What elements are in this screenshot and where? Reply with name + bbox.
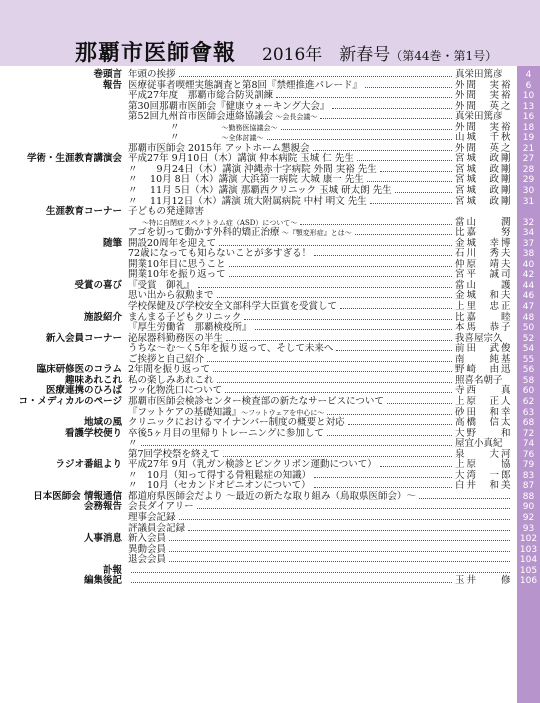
dot-leader <box>348 424 452 425</box>
dot-leader <box>213 371 452 372</box>
page-number: 55 <box>522 354 535 365</box>
author-name: 比嘉 睦 <box>455 311 513 323</box>
dot-leader <box>255 329 452 330</box>
page-number: 60 <box>522 386 535 397</box>
entry-title-text: ご挨拶と自己紹介 <box>128 353 205 365</box>
page-number: 19 <box>522 133 535 144</box>
page-number: 102 <box>519 534 538 545</box>
entry-title-text: 那覇市医師会検診センター検査部の新たなサービスについて <box>128 395 384 407</box>
entry-title <box>128 555 166 566</box>
dot-leader <box>395 192 452 193</box>
dot-leader <box>367 181 452 182</box>
entry-title-text: フッ化物洗口について <box>128 385 223 397</box>
entry-title-text: 思い出から叙勲まで <box>128 290 214 302</box>
author-name: 本馬 恭子 <box>455 322 513 334</box>
masthead <box>0 0 540 66</box>
page-number: 74 <box>522 439 535 450</box>
dot-leader <box>370 203 452 204</box>
volume-label: （第44巻・第1号） <box>390 49 498 63</box>
dot-leader <box>276 97 452 98</box>
section-label: 随筆 <box>102 237 122 249</box>
page-number: 54 <box>522 344 535 355</box>
section-label: 学術・生涯教育講演会 <box>26 153 122 165</box>
author-name: 宮城 政剛 <box>455 163 513 175</box>
entry-title-text: 平成27年度 那覇市総合防災訓練 <box>128 90 274 102</box>
entry-title-text: 〃 10月 8日（木）講演 大浜第一病院 大城 康一 先生 <box>128 174 364 186</box>
entry-title-text: 第52回九州首市医師会連絡協議会 <box>128 111 274 123</box>
section-label: 人事消息 <box>83 533 122 545</box>
author-name: 上原 正人 <box>455 395 513 407</box>
dot-leader <box>357 160 452 161</box>
author-name: 玉井 修 <box>455 575 513 587</box>
entry-title <box>128 207 204 218</box>
dot-leader <box>300 224 452 225</box>
entry-subtitle: ～フットウェアを中心に～ <box>241 408 325 417</box>
dot-leader <box>229 266 452 267</box>
author-name: 砂田 和幸 <box>455 406 513 418</box>
page-number: 47 <box>522 302 535 313</box>
dot-leader <box>229 276 452 277</box>
dot-leader <box>320 118 452 119</box>
page-number: 42 <box>522 270 535 281</box>
page-number: 46 <box>522 291 535 302</box>
page-number: 44 <box>522 280 535 291</box>
dot-leader <box>131 572 510 573</box>
dot-leader <box>219 245 452 246</box>
entry-title-text: 平成27年 9月10日（木）講演 仲本病院 玉城 仁 先生 <box>128 153 354 165</box>
page-number: 28 <box>522 164 535 175</box>
dot-leader <box>380 171 452 172</box>
dot-leader <box>179 76 452 77</box>
dot-leader <box>169 551 510 552</box>
entry-title-text: 医療従事者喫煙実態調査と第8回『禁煙推進パレード』 <box>128 79 363 91</box>
page-number: 93 <box>522 523 535 534</box>
page-number: 103 <box>519 544 538 555</box>
entry-title-text: 〃 <box>170 132 180 144</box>
entry-title-text: 第7回学校祭を終えて <box>128 448 220 460</box>
entry-title-text: 泌尿器科勤務医の半生 <box>128 332 224 344</box>
entry-title-text: 退会会員 <box>128 554 167 566</box>
page-number: 6 <box>525 80 532 91</box>
entry-title <box>170 123 278 134</box>
author-name: 真栄田篤彦 <box>455 69 503 80</box>
entry-title-text: 〃 11月12日（木）講演 琉大附属病院 中村 明文 先生 <box>128 195 367 207</box>
entry-title-text: 〃 10月（セカンドオピニオンについて） <box>128 480 311 492</box>
issue-label: 2016年 新春号 <box>262 45 391 65</box>
entry-title-text: 〃 <box>170 121 180 133</box>
entry-title <box>128 112 317 123</box>
entry-title-text: 私の楽しみあれこれ <box>128 374 214 386</box>
entry-subtitle: ～『顎変形症』とは～ <box>279 229 352 238</box>
author-name: 宮城 政剛 <box>455 174 513 186</box>
page-number: 63 <box>522 407 535 418</box>
page-number: 34 <box>522 228 535 239</box>
author-name: 泉 大河 <box>455 448 513 460</box>
page-number: 104 <box>519 555 538 566</box>
toc-entry <box>0 534 540 545</box>
dot-leader <box>327 414 452 415</box>
page-number: 18 <box>522 122 535 133</box>
author-name: 宮城 政剛 <box>455 195 513 207</box>
dot-leader <box>223 456 452 457</box>
entry-title-text: 会長ダイアリー <box>128 501 194 513</box>
dot-leader <box>141 445 452 446</box>
page-number: 56 <box>522 365 535 376</box>
table-of-contents <box>0 70 540 587</box>
section-label: 地域の風 <box>83 417 122 429</box>
dot-leader <box>281 129 452 130</box>
section-label: 施設紹介 <box>83 311 122 323</box>
author-name: 野崎 由迅 <box>455 364 513 376</box>
page-number: 21 <box>522 143 535 154</box>
section-label: 訃報 <box>102 564 122 576</box>
page-number: 30 <box>522 186 535 197</box>
entry-title-text: 卒後5ヶ月目の里帰りトレーニングに参加して <box>128 427 324 439</box>
author-name: 大野 和 <box>455 427 513 439</box>
entry-title-text: 『厚生労働省 那覇検疫所』 <box>128 322 252 334</box>
dot-leader <box>314 487 452 488</box>
author-name: 上原 協 <box>455 459 513 471</box>
page-number: 92 <box>522 512 535 523</box>
section-label: 看護学校便り <box>64 427 122 439</box>
toc-entry <box>0 545 540 556</box>
dot-leader <box>207 361 452 362</box>
section-label: 会務報告 <box>83 501 122 513</box>
page-number: 27 <box>522 154 535 165</box>
entry-title-text: 〃 <box>128 438 138 450</box>
entry-title-text: クリニックにおけるマイナンバー制度の概要と対応 <box>128 417 345 429</box>
entry-title-text: 2年間を振り返って <box>128 364 211 376</box>
author-name: 外間 英之 <box>455 142 513 154</box>
page-number: 38 <box>522 249 535 260</box>
page-number: 37 <box>522 238 535 249</box>
author-name: 宮平 誠司 <box>455 269 513 281</box>
dot-leader <box>225 392 452 393</box>
entry-subtitle: ～全体討議～ <box>179 134 264 143</box>
entry-title-text: 開設20周年を迎えて <box>128 237 217 249</box>
entry-subtitle: ～会長会議～ <box>273 113 318 122</box>
page-number: 52 <box>522 333 535 344</box>
page-number: 58 <box>522 375 535 386</box>
dot-leader <box>197 508 510 509</box>
section-label: コ・メディカルのページ <box>18 395 122 407</box>
author-name: 白井 和美 <box>455 480 513 492</box>
author-name: 屋宜小真紀 <box>455 438 503 450</box>
dot-leader <box>314 477 452 478</box>
dot-leader <box>169 561 510 562</box>
author-name: 金城 和夫 <box>455 290 513 302</box>
dot-leader <box>131 582 452 583</box>
author-name: 外間 実裕 <box>455 79 513 91</box>
entry-title-text: 〃 10月（知って得する骨粗鬆症の知識） <box>128 469 312 481</box>
section-label: 臨床研修医のコラム <box>36 364 122 376</box>
author-name: 當山 護 <box>455 279 513 291</box>
author-name: 外間 実裕 <box>455 90 513 102</box>
entry-subtitle: ～勤務医協議会～ <box>179 123 278 132</box>
dot-leader <box>198 287 452 288</box>
dot-leader <box>226 340 452 341</box>
entry-title-text: 年頭の挨拶 <box>128 69 176 80</box>
page-number: 83 <box>522 470 535 481</box>
toc-entry <box>0 302 540 313</box>
entry-title-text: 『受賞 御礼』 <box>128 279 195 291</box>
page-number: 40 <box>522 259 535 270</box>
page-number: 16 <box>522 112 535 123</box>
dot-leader <box>340 308 452 309</box>
entry-title-text: 『フットケアの基礎知識』 <box>128 406 242 418</box>
page-number: 50 <box>522 323 535 334</box>
dot-leader <box>387 403 452 404</box>
section-label: 日本医師会 情報通信 <box>33 490 122 502</box>
toc-entry <box>0 397 540 408</box>
section-label: 報告 <box>102 79 122 91</box>
entry-title-text: アゴを切って動かす外科的矯正治療 <box>128 227 280 239</box>
entry-title-text: 〃 9月24日（木）講演 沖縄赤十字病院 外間 実裕 先生 <box>128 163 377 175</box>
dot-leader <box>419 498 510 499</box>
entry-title-text: 開業10年を振り返って <box>128 269 226 281</box>
page-number: 79 <box>522 460 535 471</box>
author-name: 宮城 政剛 <box>455 185 513 197</box>
page-number: 32 <box>522 217 535 228</box>
entry-title-text: 開業10年目に思うこと <box>128 258 226 270</box>
author-name: 外間 英之 <box>455 100 513 112</box>
author-name: 真栄田篤彦 <box>455 111 503 123</box>
dot-leader <box>188 530 510 531</box>
toc-entry <box>0 524 540 535</box>
page-number: 76 <box>522 449 535 460</box>
entry-title-text: 平成27年 9月（乳ガン検診とピンクリボン運動について） <box>128 459 377 471</box>
section-label: 生涯教育コーナー <box>45 206 122 218</box>
dot-leader <box>332 108 452 109</box>
dot-leader <box>314 255 452 256</box>
page-number: 68 <box>522 418 535 429</box>
author-name: 石川 秀夫 <box>455 248 513 260</box>
entry-title-text: 第30回那覇市医師会『健康ウォーキング大会』 <box>128 100 330 112</box>
toc-entry <box>0 502 540 513</box>
author-name: 大湾 一郎 <box>455 469 513 481</box>
page-number: 90 <box>522 502 535 513</box>
toc-entry <box>0 576 540 587</box>
issue-title <box>262 40 497 65</box>
page-number: 62 <box>522 396 535 407</box>
publication-logo: 那覇市医師會報 <box>75 41 237 66</box>
entry-title-text: まんまる子どもクリニック <box>128 311 242 323</box>
toc-entry <box>0 513 540 524</box>
section-label: 受賞の喜び <box>74 279 122 291</box>
page-number: 48 <box>522 312 535 323</box>
page-number: 105 <box>519 565 538 576</box>
author-name: 當山 潤 <box>455 216 513 228</box>
entry-title-text: 新入会員 <box>128 533 167 545</box>
page-number: 13 <box>522 101 535 112</box>
section-label: ラジオ番組より <box>55 459 122 471</box>
author-name: 外間 実裕 <box>455 121 513 133</box>
entry-title-text: 都道府県医師会だより ～最近の新たな取り組み（鳥取県医師会）～ <box>128 490 417 502</box>
entry-title-text: 那覇市医師会 2015年 アットホーム懇親会 <box>128 142 310 154</box>
section-label: 医療連携のひろば <box>45 385 122 397</box>
section-label: 新入会員コーナー <box>45 332 122 344</box>
page-number: 106 <box>519 576 538 587</box>
author-name: 南 純基 <box>455 353 513 365</box>
dot-leader <box>179 519 510 520</box>
entry-title-text: 72歳になっても知らないことが多すぎる！ <box>128 248 312 260</box>
dot-leader <box>244 319 452 320</box>
author-name: 仲原 靖夫 <box>455 258 513 270</box>
page-number: 4 <box>525 70 532 80</box>
page-number: 72 <box>522 428 535 439</box>
entry-title-text: 評議員会記録 <box>128 522 186 534</box>
toc-entry <box>0 555 540 566</box>
dot-leader <box>336 350 452 351</box>
author-name: 前田 武俊 <box>455 343 513 355</box>
author-name: 比嘉 努 <box>455 227 513 239</box>
entry-title-text: 子どもの発達障害 <box>128 206 205 218</box>
dot-leader <box>217 382 452 383</box>
author-name: 我喜屋宗久 <box>455 332 503 344</box>
dot-leader <box>365 87 452 88</box>
author-name: 高橋 信太 <box>455 417 513 429</box>
page-number: 88 <box>522 491 535 502</box>
toc-entry <box>0 492 540 503</box>
section-label: 趣味あれこれ <box>64 374 122 386</box>
author-name: 宮城 政剛 <box>455 153 513 165</box>
dot-leader <box>380 466 452 467</box>
author-name: 金城 幸博 <box>455 237 513 249</box>
section-label: 編集後記 <box>83 575 122 587</box>
dot-leader <box>355 234 452 235</box>
dot-leader <box>267 139 452 140</box>
author-name: 寺西 真 <box>455 385 513 397</box>
dot-leader <box>313 150 452 151</box>
dot-leader <box>169 540 510 541</box>
section-label: 巻頭言 <box>93 69 122 80</box>
entry-title <box>128 429 324 440</box>
page-number: 29 <box>522 175 535 186</box>
author-name: 山城 千秋 <box>455 132 513 144</box>
entry-subtitle: ～特に自閉症スペクトラム症（ASD）について～ <box>128 218 298 227</box>
dot-leader <box>327 435 452 436</box>
author-name: 照喜名朝子 <box>455 374 503 386</box>
dot-leader <box>217 297 452 298</box>
entry-title-text: 異動会員 <box>128 543 167 555</box>
entry-title-text: 学校保健及び学校安全文部科学大臣賞を受賞して <box>128 301 338 313</box>
author-name: 上里 忠正 <box>455 301 513 313</box>
entry-title-text: うちな～む～く5年を振り返って、そして未来へ <box>128 343 334 355</box>
page-number: 31 <box>522 196 535 207</box>
page-number: 87 <box>522 481 535 492</box>
page-number: 10 <box>522 91 535 102</box>
entry-title-text: 理事会記録 <box>128 511 176 523</box>
entry-title-text: 〃 11月 5日（木）講演 那覇西クリニック 玉城 研太朗 先生 <box>128 185 392 197</box>
